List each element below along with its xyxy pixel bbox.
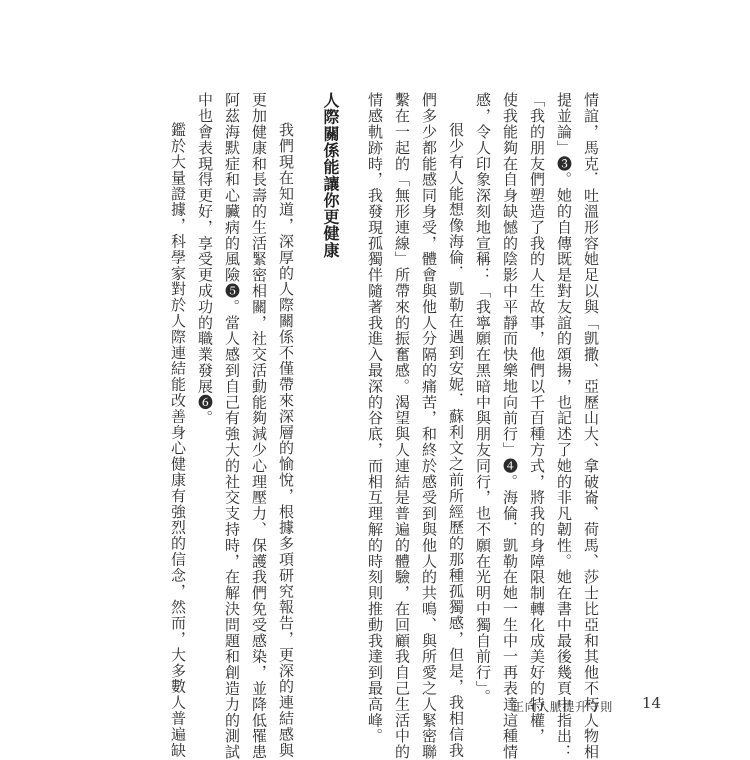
- running-title: 正向人脈提升守則: [512, 700, 613, 714]
- text-column: 鑑於大量證據，科學家對於人際連結能改善身心健康有強烈的信念，然而，大多數人普遍缺: [169, 122, 187, 758]
- text-column: 我們現在知道，深厚的人際關係不僅帶來深層的愉悅，根據多項研究報告，更深的連結感與: [277, 122, 295, 758]
- text-column: 更加健康和長壽的生活緊密相關，社交活動能夠減少心理壓力、保護我們免受感染，並降低罹患: [250, 92, 268, 760]
- text-column: 繫在一起的「無形連線」所帶來的振奮感。渴望與人連結是普遍的體驗，在回顧我自己生活中的: [393, 92, 411, 760]
- text-column: 情誼，馬克．吐溫形容她足以與「凱撒、亞歷山大、拿破崙、荷馬、莎士比亞和其他不朽人物相: [582, 92, 600, 760]
- text-column: 很少有人能想像海倫．凱勒在遇到安妮．蘇利文之前所經歷的那種孤獨感，但是，我相信我: [447, 122, 465, 758]
- text-column: 使我能夠在自身缺憾的陰影中平靜而快樂地向前行」❹。海倫．凱勒在她一生中一再表達這種情: [501, 92, 519, 760]
- text-column: 阿茲海默症和心臟病的風險❺。當人感到自己有強大的社交支持時，在解決問題和創造力的測試: [223, 92, 241, 760]
- text-column: 「我的朋友們塑造了我的人生故事，他們以千百種方式，將我的身障限制轉化成美好的特權，: [528, 92, 546, 744]
- text-column: 中也會表現得更好，享受更成功的職業發展❻。: [196, 92, 214, 426]
- page-number: 14: [642, 694, 662, 712]
- text-column: 提並論」❸。她的自傳既是對友誼的頌揚，也記述了她的非凡韌性。她在書中最後幾頁中指出：: [555, 92, 573, 760]
- text-column: 情感軌跡時，我發現孤獨伴隨著我進入最深的谷底，而相互理解的時刻則推動我達到最高峰。: [366, 92, 384, 744]
- section-heading: 人際關係能讓你更健康: [321, 92, 340, 259]
- text-column: 感，令人印象深刻地宣稱：「我寧願在黑暗中與朋友同行，也不願在光明中獨自前行」。: [474, 92, 492, 705]
- text-column: 們多少都能感同身受，體會與他人分隔的痛苦，和終於感受到與他人的共鳴、與所愛之人緊密聯: [420, 92, 438, 760]
